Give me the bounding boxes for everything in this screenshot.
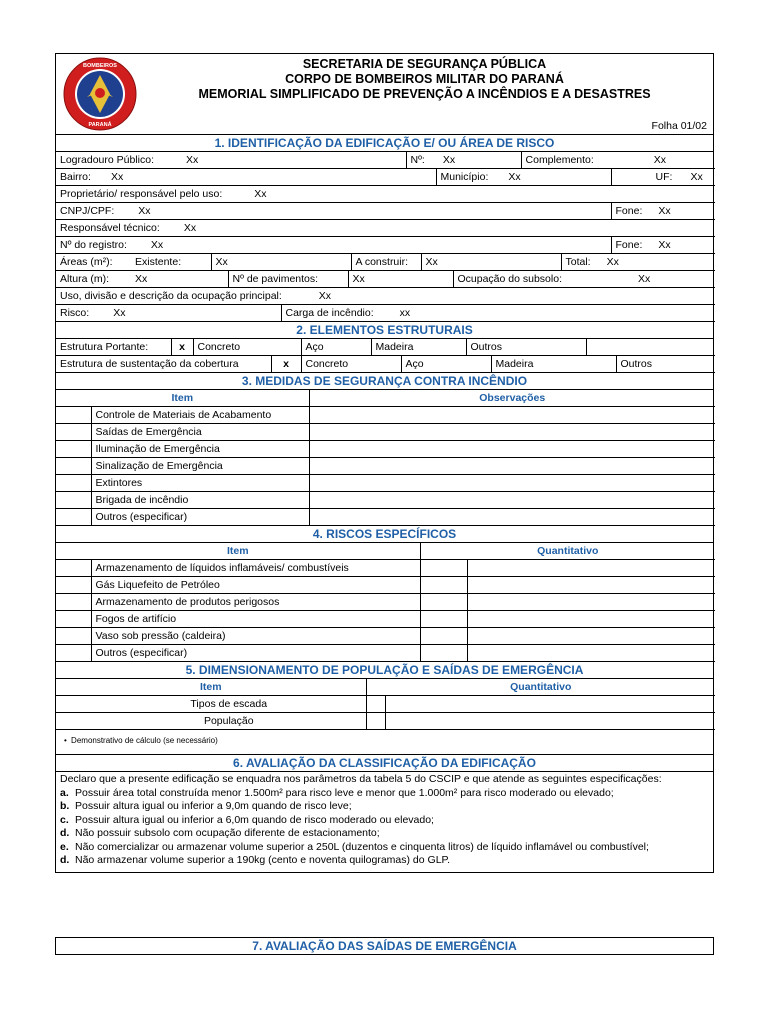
- fire-department-emblem-icon: [63, 57, 137, 131]
- existente-label: Existente:: [131, 254, 211, 271]
- item-text: Não armazenar volume superior a 190kg (cento e noventa quilogramas) do GLP.: [75, 854, 451, 866]
- item-text: Não comercializar ou armazenar volume superior a 250L (duzentos e cinquenta litros) de líquido inflamável ou combustível;: [75, 840, 649, 853]
- uf-field[interactable]: UF: Xx: [611, 169, 715, 186]
- unit-cell[interactable]: [420, 560, 467, 577]
- col-item-header: Item: [56, 390, 309, 407]
- table-row: [56, 220, 715, 237]
- table-row: [56, 577, 715, 594]
- table-row: [56, 203, 715, 220]
- list-item: [60, 828, 709, 840]
- header-line-1: SECRETARIA DE SEGURANÇA PÚBLICA: [302, 57, 547, 71]
- checkbox-cell[interactable]: [56, 611, 91, 628]
- checkbox-cell[interactable]: [56, 577, 91, 594]
- checkbox-cell[interactable]: [56, 560, 91, 577]
- population-item: População: [56, 713, 366, 730]
- unit-cell[interactable]: [420, 645, 467, 662]
- table-row: [56, 271, 715, 288]
- table-row: [56, 424, 715, 441]
- table-row: [56, 713, 715, 730]
- bairro-field[interactable]: Bairro: Xx: [56, 169, 436, 186]
- col-item-header: Item: [56, 543, 420, 560]
- risk-item: Gás Liquefeito de Petróleo: [91, 577, 420, 594]
- measure-item: Sinalização de Emergência: [91, 458, 309, 475]
- measure-item: Extintores: [91, 475, 309, 492]
- population-table: [56, 679, 715, 730]
- item-text: Não possuir subsolo com ocupação diferente de estacionamento;: [75, 827, 380, 839]
- fone-field-2[interactable]: Fone: Xx: [611, 237, 715, 254]
- table-row: [56, 237, 715, 254]
- estrutura-portante-mark[interactable]: x: [171, 339, 193, 356]
- table-row: [56, 356, 715, 373]
- item-letter: e.: [60, 840, 69, 853]
- specific-risks-table: [56, 543, 715, 662]
- risk-item: Fogos de artifício: [91, 611, 420, 628]
- table-row: [56, 696, 715, 713]
- col-quantitativo-header: Quantitativo: [420, 543, 715, 560]
- observation-cell[interactable]: [309, 407, 715, 424]
- option-madeira[interactable]: Madeira: [371, 339, 466, 356]
- observation-cell[interactable]: [309, 475, 715, 492]
- numero-field[interactable]: Nº: Xx: [406, 152, 521, 169]
- observation-cell[interactable]: [309, 492, 715, 509]
- measure-item: Saídas de Emergência: [91, 424, 309, 441]
- measure-item: Iluminação de Emergência: [91, 441, 309, 458]
- total-field[interactable]: Total: Xx: [561, 254, 715, 271]
- observation-cell[interactable]: [309, 441, 715, 458]
- option-aco[interactable]: Aço: [301, 339, 371, 356]
- checkbox-cell[interactable]: [366, 713, 385, 730]
- checkbox-cell[interactable]: [56, 441, 91, 458]
- calculation-note: [56, 730, 713, 755]
- item-letter: b.: [60, 800, 70, 812]
- item-text: Possuir área total construída menor 1.500m² para risco leve e menor que 1.000m² para risco moderado ou elevado;: [75, 786, 614, 799]
- checkbox-cell[interactable]: [56, 458, 91, 475]
- uso-field[interactable]: Uso, divisão e descrição da ocupação principal: Xx: [56, 288, 715, 305]
- unit-cell[interactable]: [420, 594, 467, 611]
- checkbox-cell[interactable]: [56, 492, 91, 509]
- svg-text:PARANÁ: PARANÁ: [88, 122, 112, 128]
- list-item: [60, 788, 709, 800]
- unit-cell[interactable]: [420, 628, 467, 645]
- section-3-title: 3. MEDIDAS DE SEGURANÇA CONTRA INCÊNDIO: [56, 373, 713, 390]
- item-text: Possuir altura igual ou inferior a 6,0m quando de risco moderado ou elevado;: [75, 813, 434, 826]
- blank-cell: [586, 339, 715, 356]
- quantity-cell[interactable]: [467, 577, 715, 594]
- option-madeira-2[interactable]: Madeira: [491, 356, 616, 373]
- option-outros[interactable]: Outros: [466, 339, 586, 356]
- subsolo-field[interactable]: Ocupação do subsolo: Xx: [453, 271, 715, 288]
- col-quantitativo-header: Quantitativo: [366, 679, 715, 696]
- risk-item: Armazenamento de líquidos inflamáveis/ combustíveis: [91, 560, 420, 577]
- complemento-field[interactable]: Complemento: Xx: [521, 152, 715, 169]
- item-letter: c.: [60, 813, 69, 826]
- responsavel-field[interactable]: Responsável técnico: Xx: [56, 220, 715, 237]
- table-row: [56, 441, 715, 458]
- section-5-title: 5. DIMENSIONAMENTO DE POPULAÇÃO E SAÍDAS DE EMERGÊNCIA: [56, 662, 713, 679]
- table-header-row: [56, 679, 715, 696]
- uso-table: [56, 288, 715, 322]
- measure-item: Brigada de incêndio: [91, 492, 309, 509]
- pavimentos-label: Nº de pavimentos:: [228, 271, 348, 288]
- safety-measures-table: [56, 390, 715, 526]
- list-item: [60, 801, 709, 813]
- areas-label: Áreas (m²):: [56, 254, 131, 271]
- risco-field[interactable]: Risco: Xx: [56, 305, 281, 322]
- table-row: [56, 186, 715, 203]
- quantity-cell[interactable]: [467, 594, 715, 611]
- table-row: [56, 458, 715, 475]
- option-concreto-2[interactable]: Concreto: [301, 356, 401, 373]
- observation-cell[interactable]: [309, 458, 715, 475]
- table-row: [56, 288, 715, 305]
- table-row: [56, 152, 715, 169]
- quantity-cell[interactable]: [385, 713, 715, 730]
- structure-table: [56, 339, 715, 356]
- table-row: [56, 407, 715, 424]
- measure-item: Outros (especificar): [91, 509, 309, 526]
- altura-table: [56, 271, 715, 288]
- checkbox-cell[interactable]: [56, 475, 91, 492]
- declaration: [56, 772, 713, 872]
- quantity-cell[interactable]: [467, 611, 715, 628]
- estrutura-cobertura-label: Estrutura de sustentação da cobertura: [56, 356, 271, 373]
- construir-label: A construir:: [351, 254, 421, 271]
- item-letter: a.: [60, 786, 69, 799]
- quantity-cell[interactable]: [467, 628, 715, 645]
- option-outros-2[interactable]: Outros: [616, 356, 715, 373]
- calculation-note-text: Demonstrativo de cálculo (se necessário): [71, 736, 218, 745]
- item-letter: d.: [60, 854, 70, 866]
- estrutura-cobertura-mark[interactable]: x: [271, 356, 301, 373]
- section-2-title: 2. ELEMENTOS ESTRUTURAIS: [56, 322, 713, 339]
- table-row: [56, 594, 715, 611]
- risk-item: Outros (especificar): [91, 645, 420, 662]
- declaration-intro: Declaro que a presente edificação se enquadra nos parâmetros da tabela 5 do CSCIP e que atende as seguintes especificações:: [60, 773, 662, 785]
- unit-cell[interactable]: [420, 577, 467, 594]
- section-4-title: 4. RISCOS ESPECÍFICOS: [56, 526, 713, 543]
- item-text: Possuir altura igual ou inferior a 9,0m quando de risco leve;: [75, 800, 352, 812]
- checkbox-cell[interactable]: [366, 696, 385, 713]
- checkbox-cell[interactable]: [56, 594, 91, 611]
- table-header-row: [56, 543, 715, 560]
- carga-field[interactable]: Carga de incêndio: xx: [281, 305, 715, 322]
- checkbox-cell[interactable]: [56, 407, 91, 424]
- col-item-header: Item: [56, 679, 366, 696]
- table-row: [56, 560, 715, 577]
- table-row: [56, 169, 715, 186]
- table-row: [56, 611, 715, 628]
- risk-item: Vaso sob pressão (caldeira): [91, 628, 420, 645]
- quantity-cell[interactable]: [385, 696, 715, 713]
- observation-cell[interactable]: [309, 424, 715, 441]
- cobertura-table: [56, 356, 715, 373]
- pavimentos-field[interactable]: Xx: [348, 271, 453, 288]
- col-observacoes-header: Observações: [309, 390, 715, 407]
- section-1-title: 1. IDENTIFICAÇÃO DA EDIFICAÇÃO E/ OU ÁREA DE RISCO: [56, 135, 713, 152]
- existente-field[interactable]: Xx: [211, 254, 351, 271]
- table-row: [56, 645, 715, 662]
- checkbox-cell[interactable]: [56, 645, 91, 662]
- sheet-number: Folha 01/02: [651, 120, 707, 132]
- logradouro-field[interactable]: Logradouro Público: Xx: [56, 152, 406, 169]
- quantity-cell[interactable]: [467, 645, 715, 662]
- table-row: [56, 305, 715, 322]
- list-item: [60, 815, 709, 827]
- list-item: [60, 842, 709, 854]
- altura-field[interactable]: Altura (m): Xx: [56, 271, 228, 288]
- checkbox-cell[interactable]: [56, 509, 91, 526]
- registro-field[interactable]: Nº do registro: Xx: [56, 237, 611, 254]
- construir-field[interactable]: Xx: [421, 254, 561, 271]
- table-row: [56, 475, 715, 492]
- table-row: [56, 628, 715, 645]
- checkbox-cell[interactable]: [56, 424, 91, 441]
- header-line-2: CORPO DE BOMBEIROS MILITAR DO PARANÁ: [285, 72, 564, 86]
- header-line-3: MEMORIAL SIMPLIFICADO DE PREVENÇÃO A INCÊNDIOS E A DESASTRES: [198, 87, 651, 101]
- risk-item: Armazenamento de produtos perigosos: [91, 594, 420, 611]
- areas-table: [56, 254, 715, 271]
- header-titles: [146, 57, 703, 102]
- proprietario-field[interactable]: Proprietário/ responsável pelo uso: Xx: [56, 186, 715, 203]
- table-row: [56, 254, 715, 271]
- option-concreto[interactable]: Concreto: [193, 339, 301, 356]
- checkbox-cell[interactable]: [56, 628, 91, 645]
- table-header-row: [56, 390, 715, 407]
- section-6-title: 6. AVALIAÇÃO DA CLASSIFICAÇÃO DA EDIFICAÇÃO: [56, 755, 713, 772]
- unit-cell[interactable]: [420, 611, 467, 628]
- table-row: [56, 492, 715, 509]
- fone-field[interactable]: Fone: Xx: [611, 203, 715, 220]
- svg-text:BOMBEIROS: BOMBEIROS: [83, 63, 117, 69]
- population-item: Tipos de escada: [56, 696, 366, 713]
- municipio-field[interactable]: Município: Xx: [436, 169, 611, 186]
- option-aco-2[interactable]: Aço: [401, 356, 491, 373]
- cnpj-field[interactable]: CNPJ/CPF: Xx: [56, 203, 611, 220]
- bullet-icon: •: [64, 736, 67, 745]
- memorial-form: [55, 53, 714, 873]
- measure-item: Controle de Materiais de Acabamento: [91, 407, 309, 424]
- form-header: [56, 54, 713, 135]
- table-row: [56, 339, 715, 356]
- list-item: [60, 855, 709, 867]
- table-row: [56, 509, 715, 526]
- section-7-title: 7. AVALIAÇÃO DAS SAÍDAS DE EMERGÊNCIA: [55, 937, 714, 955]
- item-letter: d.: [60, 827, 70, 839]
- quantity-cell[interactable]: [467, 560, 715, 577]
- estrutura-portante-label: Estrutura Portante:: [56, 339, 171, 356]
- observation-cell[interactable]: [309, 509, 715, 526]
- identification-table: [56, 152, 715, 254]
